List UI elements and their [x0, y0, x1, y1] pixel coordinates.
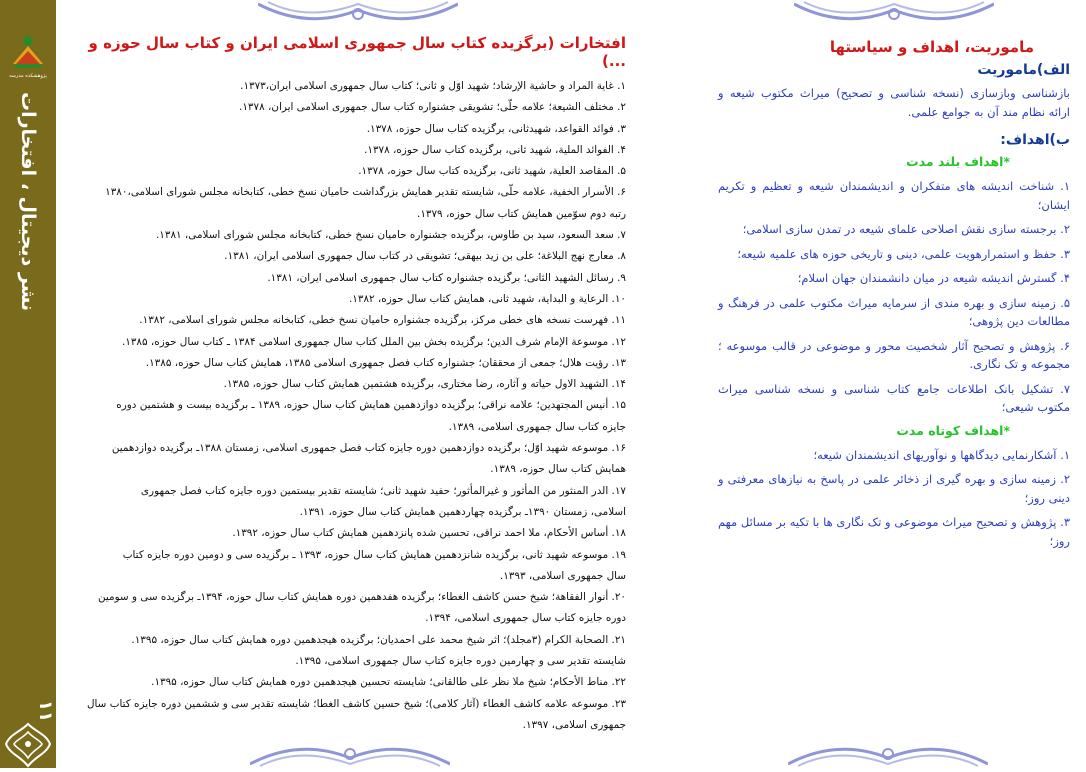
short-term-heading: *اهداف کوتاه مدت	[896, 422, 1010, 438]
vertical-title: نشر دیجیتال ، افتخارات	[17, 92, 39, 312]
achievement-item: ۷. سعد السعود، سید بن طاوس، برگزیده جشنواره حامیان نسخ خطی، کتابخانه مجلس شورای اسلامی، ۱۳۸۱.	[155, 229, 626, 242]
achievement-item: ۱۰. الرعایة و البدایة، شهید ثانی، همایش کتاب سال حوزه، ۱۳۸۲.	[348, 292, 626, 305]
mission-heading: الف)ماموریت	[977, 62, 1070, 78]
achievement-item: ۱. غایة المراد و حاشیة الإرشاد؛ شهید اوّل و ثانی؛ کتاب سال جمهوری اسلامی ایران،۱۳۷۳.	[240, 80, 626, 92]
long-term-list	[718, 177, 1070, 417]
achievement-item: ۸. معارج نهج البلاغة؛ علی بن زید بیهقی؛ تشویقی در کتاب سال جمهوری اسلامی ایران، ۱۳۸۱.	[224, 250, 626, 263]
short-term-list	[718, 446, 1070, 551]
achievement-item: رتبه دوم سوّمین همایش کتاب سال حوزه، ۱۳۷۹.	[417, 207, 626, 220]
svg-text:پژوهشکده مدرسه: پژوهشکده مدرسه	[9, 73, 47, 79]
achievement-item: اسلامی، زمستان ۱۳۹۰ـ برگزیده چهاردهمین همایش کتاب سال حوزه، ۱۳۹۱.	[299, 505, 626, 518]
page-number: ۱۱	[35, 700, 56, 722]
bottom-ornament-right	[788, 738, 988, 768]
long-term-goal: ۶. پژوهش و تصحیح آثار شخصیت محور و موضوعی در قالب موسوعه ؛ مجموعه و تک نگاری.	[718, 338, 1070, 371]
achievement-item: ۶. الأسرار الخفیة، علامه حلّی، شایسته تقدیر همایش بزرگداشت حامیان نسخ خطی، کتابخانه مجلس شورای اسلامی،۱۳۸۰	[105, 186, 626, 199]
short-term-goal: ۱. آشکارنمایی دیدگاهها و نوآوریهای اندیشمندان شیعه؛	[813, 447, 1070, 462]
achievement-item: دوره جایزه کتاب سال جمهوری اسلامی، ۱۳۹۴.	[425, 612, 626, 625]
bottom-ornament-left	[250, 738, 450, 768]
achievements-section	[62, 34, 630, 736]
long-term-goal: ۳. حفظ و استمرارهویت علمی، دینی و تاریخی حوزه های علمیه شیعه؛	[737, 246, 1070, 261]
goals-heading: ب)اهداف:	[1000, 132, 1070, 148]
achievement-item: ۲۳. موسوعه علامه کاشف الغطاء (آثار کلامی)؛ شیخ حسین کاشف الغطا؛ شایسته تقدیر سی و ششمین دوره جایزه کتاب سال	[86, 697, 626, 710]
achievement-item: جایزه کتاب سال جمهوری اسلامی، ۱۳۸۹.	[448, 420, 626, 433]
ornament-band-icon	[258, 0, 458, 30]
logo-icon	[9, 34, 47, 80]
ornament-band-icon	[250, 738, 450, 768]
achievement-item: ۱۲. موسوعة الإمام شرف الدین؛ برگزیده بخش بین الملل کتاب سال جمهوری اسلامی ۱۳۸۴ ـ کتاب سال حوزه، ۱۳۸۵.	[121, 335, 626, 348]
achievement-item: شایسته تقدیر سی و چهارمین دوره جایزه کتاب سال جمهوری اسلامی، ۱۳۹۵.	[295, 655, 626, 668]
achievement-item: ۲۰. أنوار الفقاهة؛ شیخ حسن کاشف الغطاء؛ برگزیده هفدهمین دوره همایش کتاب سال حوزه، ۱۳۹۴ـ برگزیده سی و سومین	[97, 591, 626, 604]
achievement-item: همایش کتاب سال حوزه، ۱۳۸۹.	[490, 463, 626, 476]
mission-title: ماموریت، اهداف و سیاستها	[829, 38, 1034, 56]
long-term-goal: ۵. زمینه سازی و بهره مندی از سرمایه میراث مکتوب علمی در فرهنگ و مطالعات دین پژوهی؛	[718, 295, 1070, 328]
achievement-item: ۱۳. رؤیت هلال؛ جمعی از محققان؛ جشنواره کتاب فصل جمهوری اسلامی ۱۳۸۵، همایش کتاب سال حوزه، ۱۳۸۵.	[145, 356, 626, 369]
mission-text: بازشناسی وبازسازی (نسخه شناسی و تصحیح) میراث مکتوب شیعه و ارائه نظام مند آن به جوامع علمی.	[718, 86, 1070, 119]
side-strip	[0, 0, 56, 768]
achievement-item: ۱۴. الشهید الاول حیاته و آثاره، رضا مختاری، برگزیده هشتمین همایش کتاب سال حوزه، ۱۳۸۵.	[223, 378, 626, 391]
achievement-item: جمهوری اسلامی، ۱۳۹۷.	[522, 718, 626, 731]
achievement-item: ۱۶. موسوعه شهید اوّل؛ برگزیده دوازدهمین دوره جایزه کتاب فصل جمهوری اسلامی، زمستان ۱۳۸۸ـ برگزیده دوازدهمین	[111, 442, 626, 455]
achievement-item: سال جمهوری اسلامی، ۱۳۹۳.	[499, 569, 626, 582]
short-term-goal: ۳. پژوهش و تصحیح میراث موضوعی و تک نگاری ها با تکیه بر مسائل مهم روز؛	[718, 515, 1070, 548]
vertical-title-wrap	[0, 92, 56, 312]
achievement-item: ۲. مختلف الشیعة؛ علامه حلّی؛ تشویقی جشنواره کتاب سال جمهوری اسلامی ایران، ۱۳۷۸.	[239, 101, 626, 114]
long-term-heading: *اهداف بلند مدت	[906, 154, 1010, 169]
achievement-item: ۱۵. أنیس المجتهدین؛ علامه نراقی؛ برگزیده دوازدهمین همایش کتاب سال حوزه، ۱۳۸۹ ـ برگزیده بیست و هشتمین دوره	[116, 399, 626, 412]
achievement-item: ۱۷. الدر المنثور من المأثور و غیرالمأثور؛ حفید شهید ثانی؛ شایسته تقدیر بیستمین دوره جایزه کتاب فصل جمهوری	[140, 484, 626, 497]
achievement-item: ۳. فوائد القواعد، شهیدثانی، برگزیده کتاب سال حوزه، ۱۳۷۸.	[366, 122, 626, 135]
ornament-band-icon	[794, 0, 994, 30]
ornament-band-icon	[788, 738, 988, 768]
achievement-item: ۱۱. فهرست نسخه های خطی مرکز، برگزیده جشنواره حامیان نسخ خطی، کتابخانه مجلس شورای اسلامی، ۱۳۸۲.	[139, 314, 626, 327]
long-term-goal: ۱. شناخت اندیشه های متفکران و اندیشمندان شیعه و تعظیم و تکریم ایشان؛	[718, 179, 1070, 212]
floral-ornament-icon	[2, 720, 54, 768]
achievement-item: ۹. رسائل الشهید الثانی؛ برگزیده جشنواره کتاب سال جمهوری اسلامی ایران، ۱۳۸۱.	[267, 271, 626, 284]
mission-section	[718, 38, 1070, 556]
long-term-goal: ۴. گسترش اندیشه شیعه در میان دانشمندان جهان اسلام؛	[797, 271, 1070, 285]
long-term-goal: ۷. تشکیل بانک اطلاعات جامع کتاب شناسی و نسخه شناسی میراث مکتوب شیعی؛	[718, 381, 1070, 414]
achievement-item: ۵. المقاصد العلیة، شهید ثانی، برگزیده کتاب سال حوزه، ۱۳۷۸.	[358, 165, 626, 178]
achievements-list	[62, 76, 630, 736]
achievement-item: ۱۹. موسوعه شهید ثانی، برگزیده شانزدهمین همایش کتاب سال حوزه، ۱۳۹۳ ـ برگزیده سی و دومین دوره جایزه کتاب	[122, 548, 626, 561]
top-ornament-right	[794, 0, 994, 30]
top-ornament-left	[258, 0, 458, 30]
achievement-item: ۴. الفوائد الملیة، شهید ثانی، برگزیده کتاب سال حوزه، ۱۳۷۸.	[364, 143, 626, 156]
achievements-title: افتخارات (برگزیده کتاب سال جمهوری اسلامی ایران و کتاب سال حوزه و ...)	[88, 34, 626, 70]
long-term-goal: ۲. برجسته سازی نقش اصلاحی علمای شیعه در تمدن سازی اسلامی؛	[742, 222, 1070, 236]
short-term-goal: ۲. زمینه سازی و بهره گیری از ذخائر علمی در پاسخ به نیازهای معرفتی و دینی روز؛	[718, 472, 1070, 505]
achievement-item: ۱۸. أساس الأحکام، ملا احمد نراقی، تحسین شده پانزدهمین همایش کتاب سال حوزه، ۱۳۹۲.	[232, 527, 626, 540]
achievement-item: ۲۱. الصحابة الکرام (۳مجلد)؛ اثر شیخ محمد علی احمدیان؛ برگزیده هیجدهمین دوره همایش کتاب سال حوزه، ۱۳۹۵.	[131, 633, 626, 646]
achievement-item: ۲۲. مناط الأحکام؛ شیخ ملا نظر علی طالقانی؛ شایسته تحسین هیجدهمین دوره همایش کتاب سال حوزه، ۱۳۹۵.	[151, 676, 626, 689]
